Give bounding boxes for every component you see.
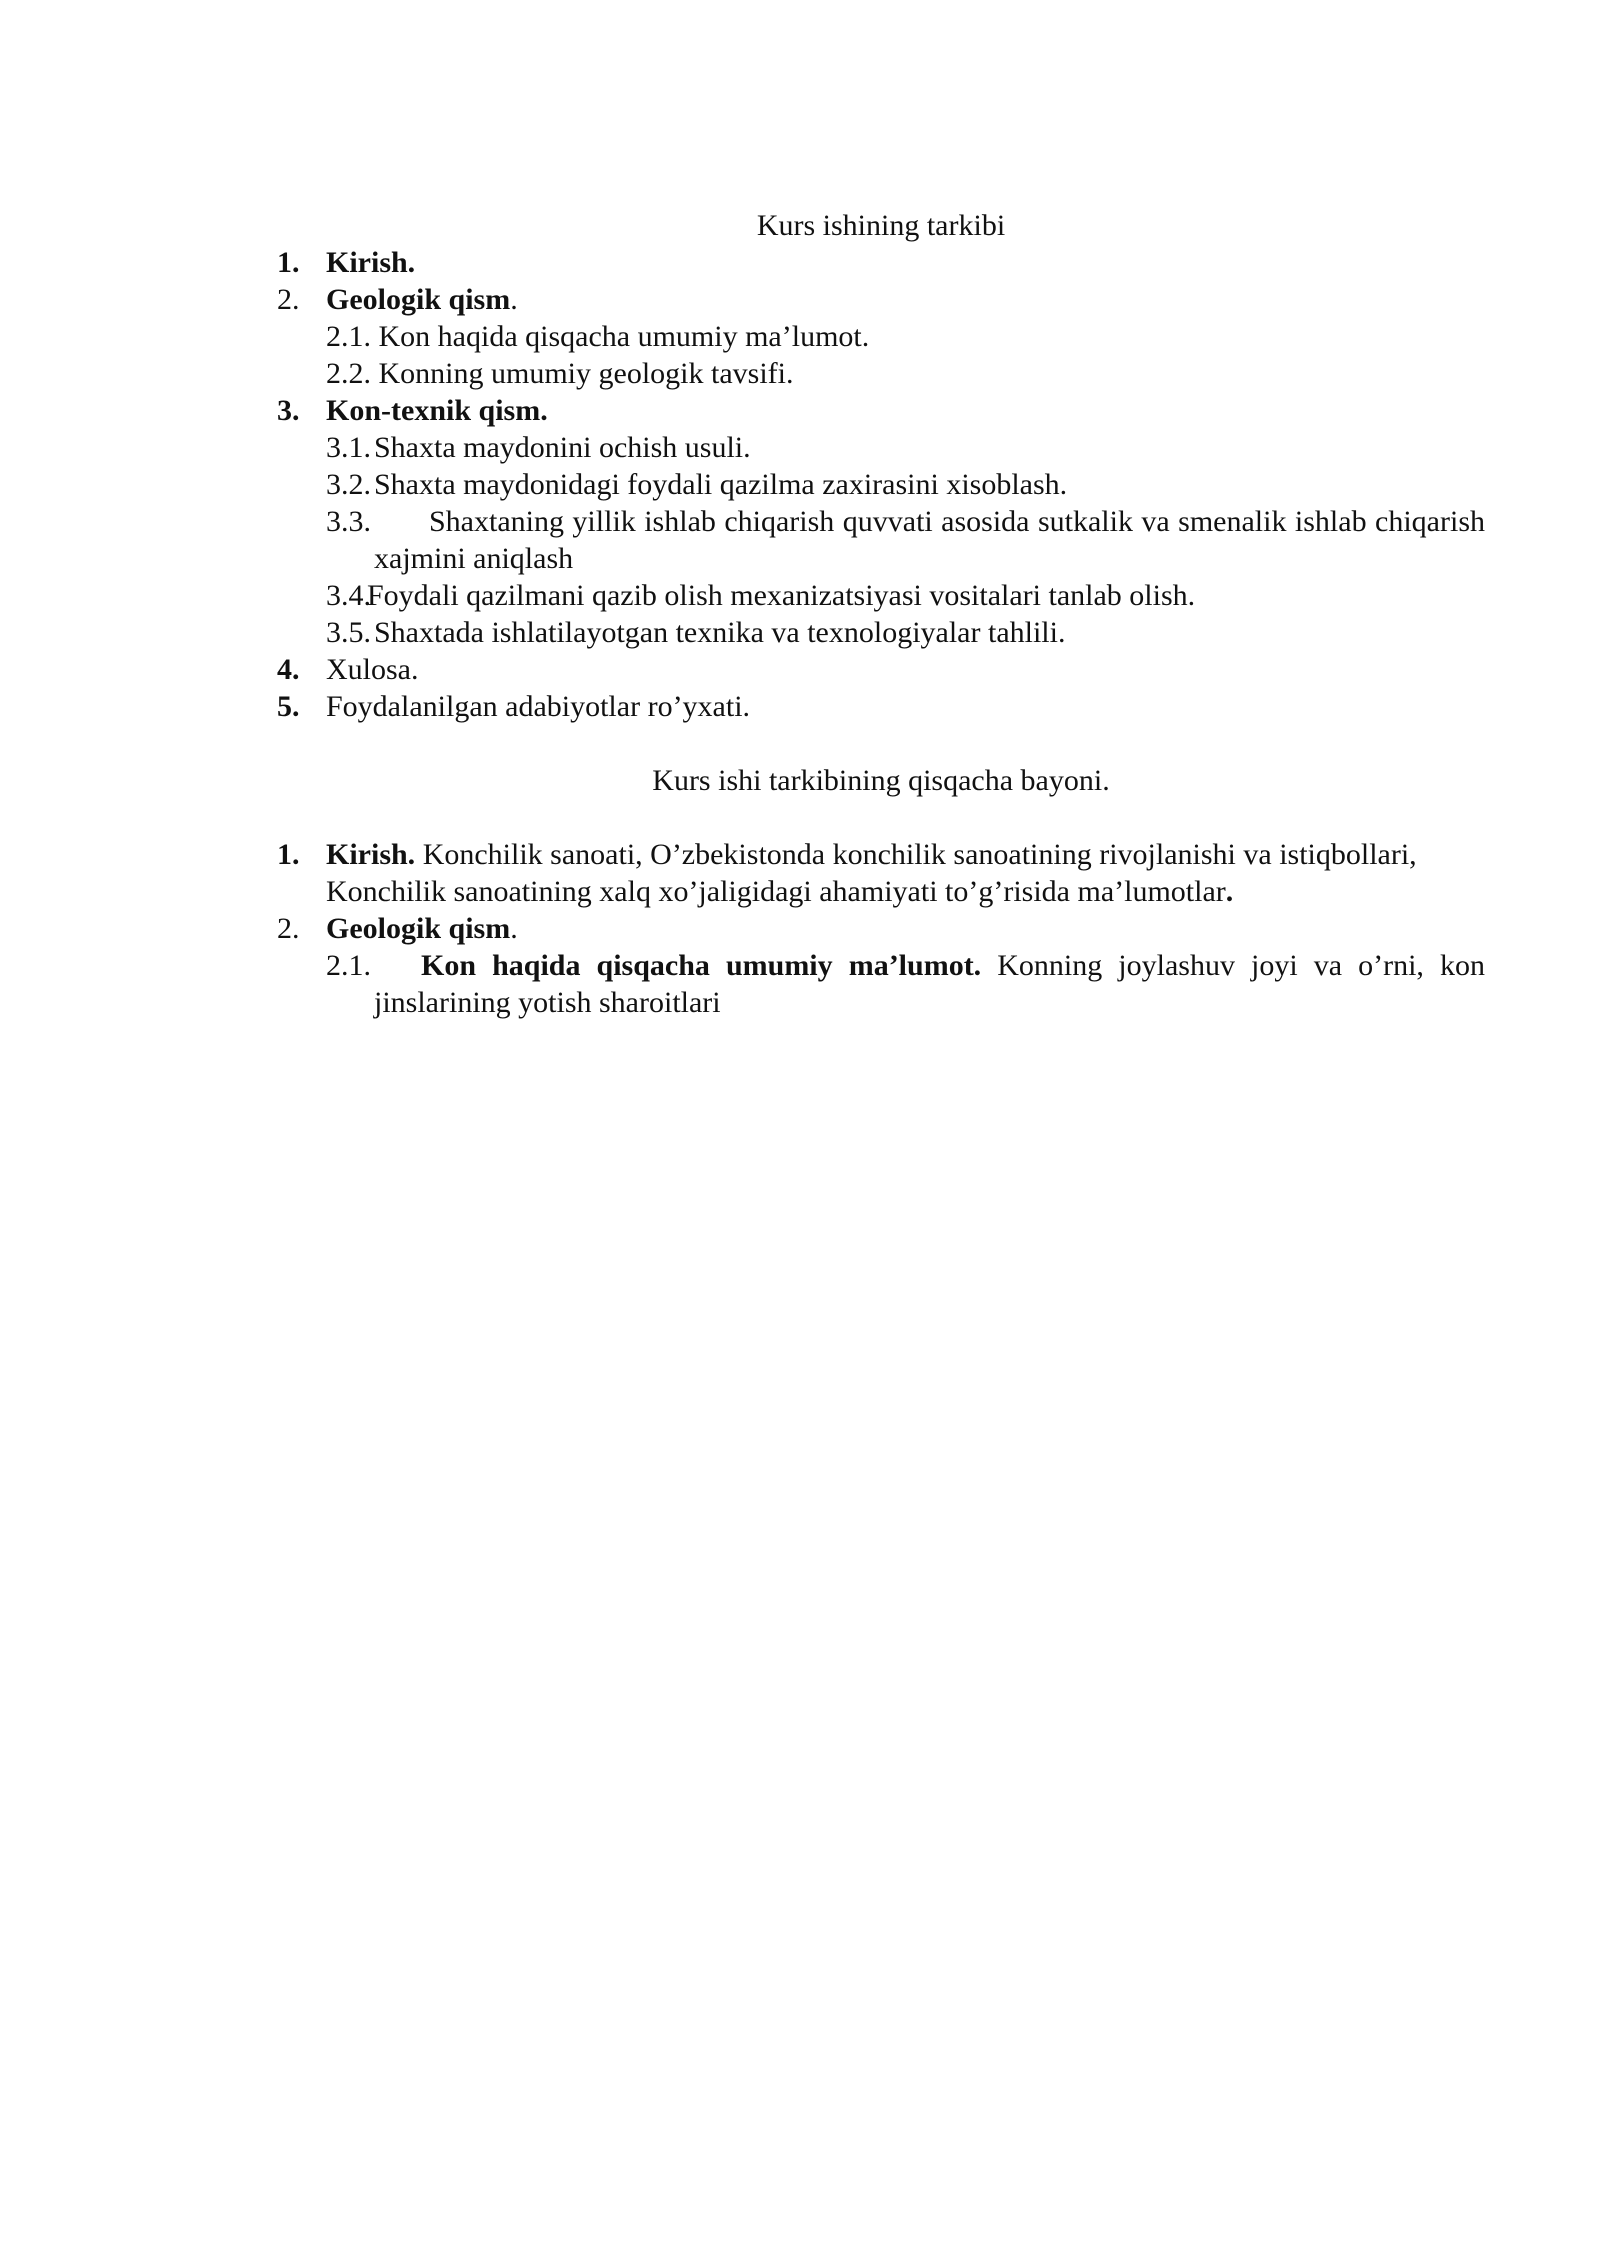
- summary-item-heading: Kirish.: [326, 838, 416, 871]
- toc-subitem-number: 3.5.: [326, 616, 371, 649]
- toc-item-label: Geologik qism: [326, 283, 511, 316]
- toc-item-1: [277, 244, 1485, 281]
- toc-subitem-text: Shaxtaning yillik ishlab chiqarish quvvati asosida sutkalik va smenalik ishlab chiqarish xajmini aniqlash: [374, 505, 1485, 575]
- summary-item-2: [277, 910, 1485, 947]
- summary-item-number: 1.: [277, 838, 300, 871]
- toc-item-label: Foydalanilgan adabiyotlar ro’yxati.: [326, 690, 751, 723]
- toc-item-suffix: .: [510, 283, 518, 316]
- toc-item-5: [277, 688, 1485, 725]
- toc-subitem-number: 3.2.: [326, 468, 371, 501]
- toc-item-number: 4.: [277, 653, 300, 686]
- toc-subitem-3-2: [277, 466, 1485, 503]
- toc-item-label: Kirish.: [326, 246, 416, 279]
- toc-item-3: [277, 392, 1485, 429]
- toc-item-number: 1.: [277, 246, 300, 279]
- spacer: [277, 725, 1485, 762]
- summary-subitem-number: 2.1.: [326, 949, 371, 982]
- toc-subitem-number: 3.3.: [326, 505, 371, 538]
- toc-item-label: Kon-texnik qism.: [326, 394, 548, 427]
- summary-item-number: 2.: [277, 912, 300, 945]
- toc-subitem-text: Shaxtada ishlatilayotgan texnika va texnologiyalar tahlili.: [374, 616, 1066, 649]
- spacer: [277, 799, 1485, 836]
- summary-subitem-2-1: [277, 947, 1485, 1021]
- toc-subitem-3-3: [277, 503, 1485, 577]
- toc-item-number: 3.: [277, 394, 300, 427]
- summary-item-end: .: [510, 912, 518, 945]
- document-content: [277, 207, 1485, 1021]
- toc-subitem-3-5: [277, 614, 1485, 651]
- summary-item-text: Konchilik sanoati, O’zbekistonda konchilik sanoatining rivojlanishi va istiqbollari, Konchilik sanoatining xalq xo’jaligidagi ahamiyati to’g’risida ma’lumotlar: [326, 838, 1417, 908]
- toc-item-label: Xulosa.: [326, 653, 419, 686]
- toc-subitem-number: 3.1.: [326, 431, 371, 464]
- summary-subitem-text: Konning joylashuv joyi va o’rni, kon jinslarining yotish sharoitlari: [374, 949, 1485, 1019]
- toc-subitem-text: Shaxta maydonidagi foydali qazilma zaxirasini xisoblash.: [374, 468, 1068, 501]
- toc-subitem-text: Shaxta maydonini ochish usuli.: [374, 431, 751, 464]
- toc-subitem-2-2: 2.2. Konning umumiy geologik tavsifi.: [326, 357, 794, 390]
- toc-item-number: 2.: [277, 283, 300, 316]
- toc-subitem-text: Foydali qazilmani qazib olish mexanizatsiyasi vositalari tanlab olish.: [367, 579, 1196, 612]
- toc-item-2: [277, 281, 1485, 318]
- summary-subitem-heading: Kon haqida qisqacha umumiy ma’lumot.: [421, 949, 982, 982]
- toc-item-4: [277, 651, 1485, 688]
- summary-item-end: .: [1225, 875, 1234, 908]
- summary-item-1: [277, 836, 1485, 910]
- summary-title: Kurs ishi tarkibining qisqacha bayoni.: [652, 764, 1110, 797]
- toc-title: Kurs ishining tarkibi: [756, 209, 1006, 242]
- toc-subitem-3-1: [277, 429, 1485, 466]
- toc-subitem-3-4: [277, 577, 1485, 614]
- toc-subitem-2-1: 2.1. Kon haqida qisqacha umumiy ma’lumot.: [326, 320, 870, 353]
- toc-subitem-number: 3.4.: [326, 579, 371, 612]
- toc-item-number: 5.: [277, 690, 300, 723]
- summary-item-heading: Geologik qism: [326, 912, 511, 945]
